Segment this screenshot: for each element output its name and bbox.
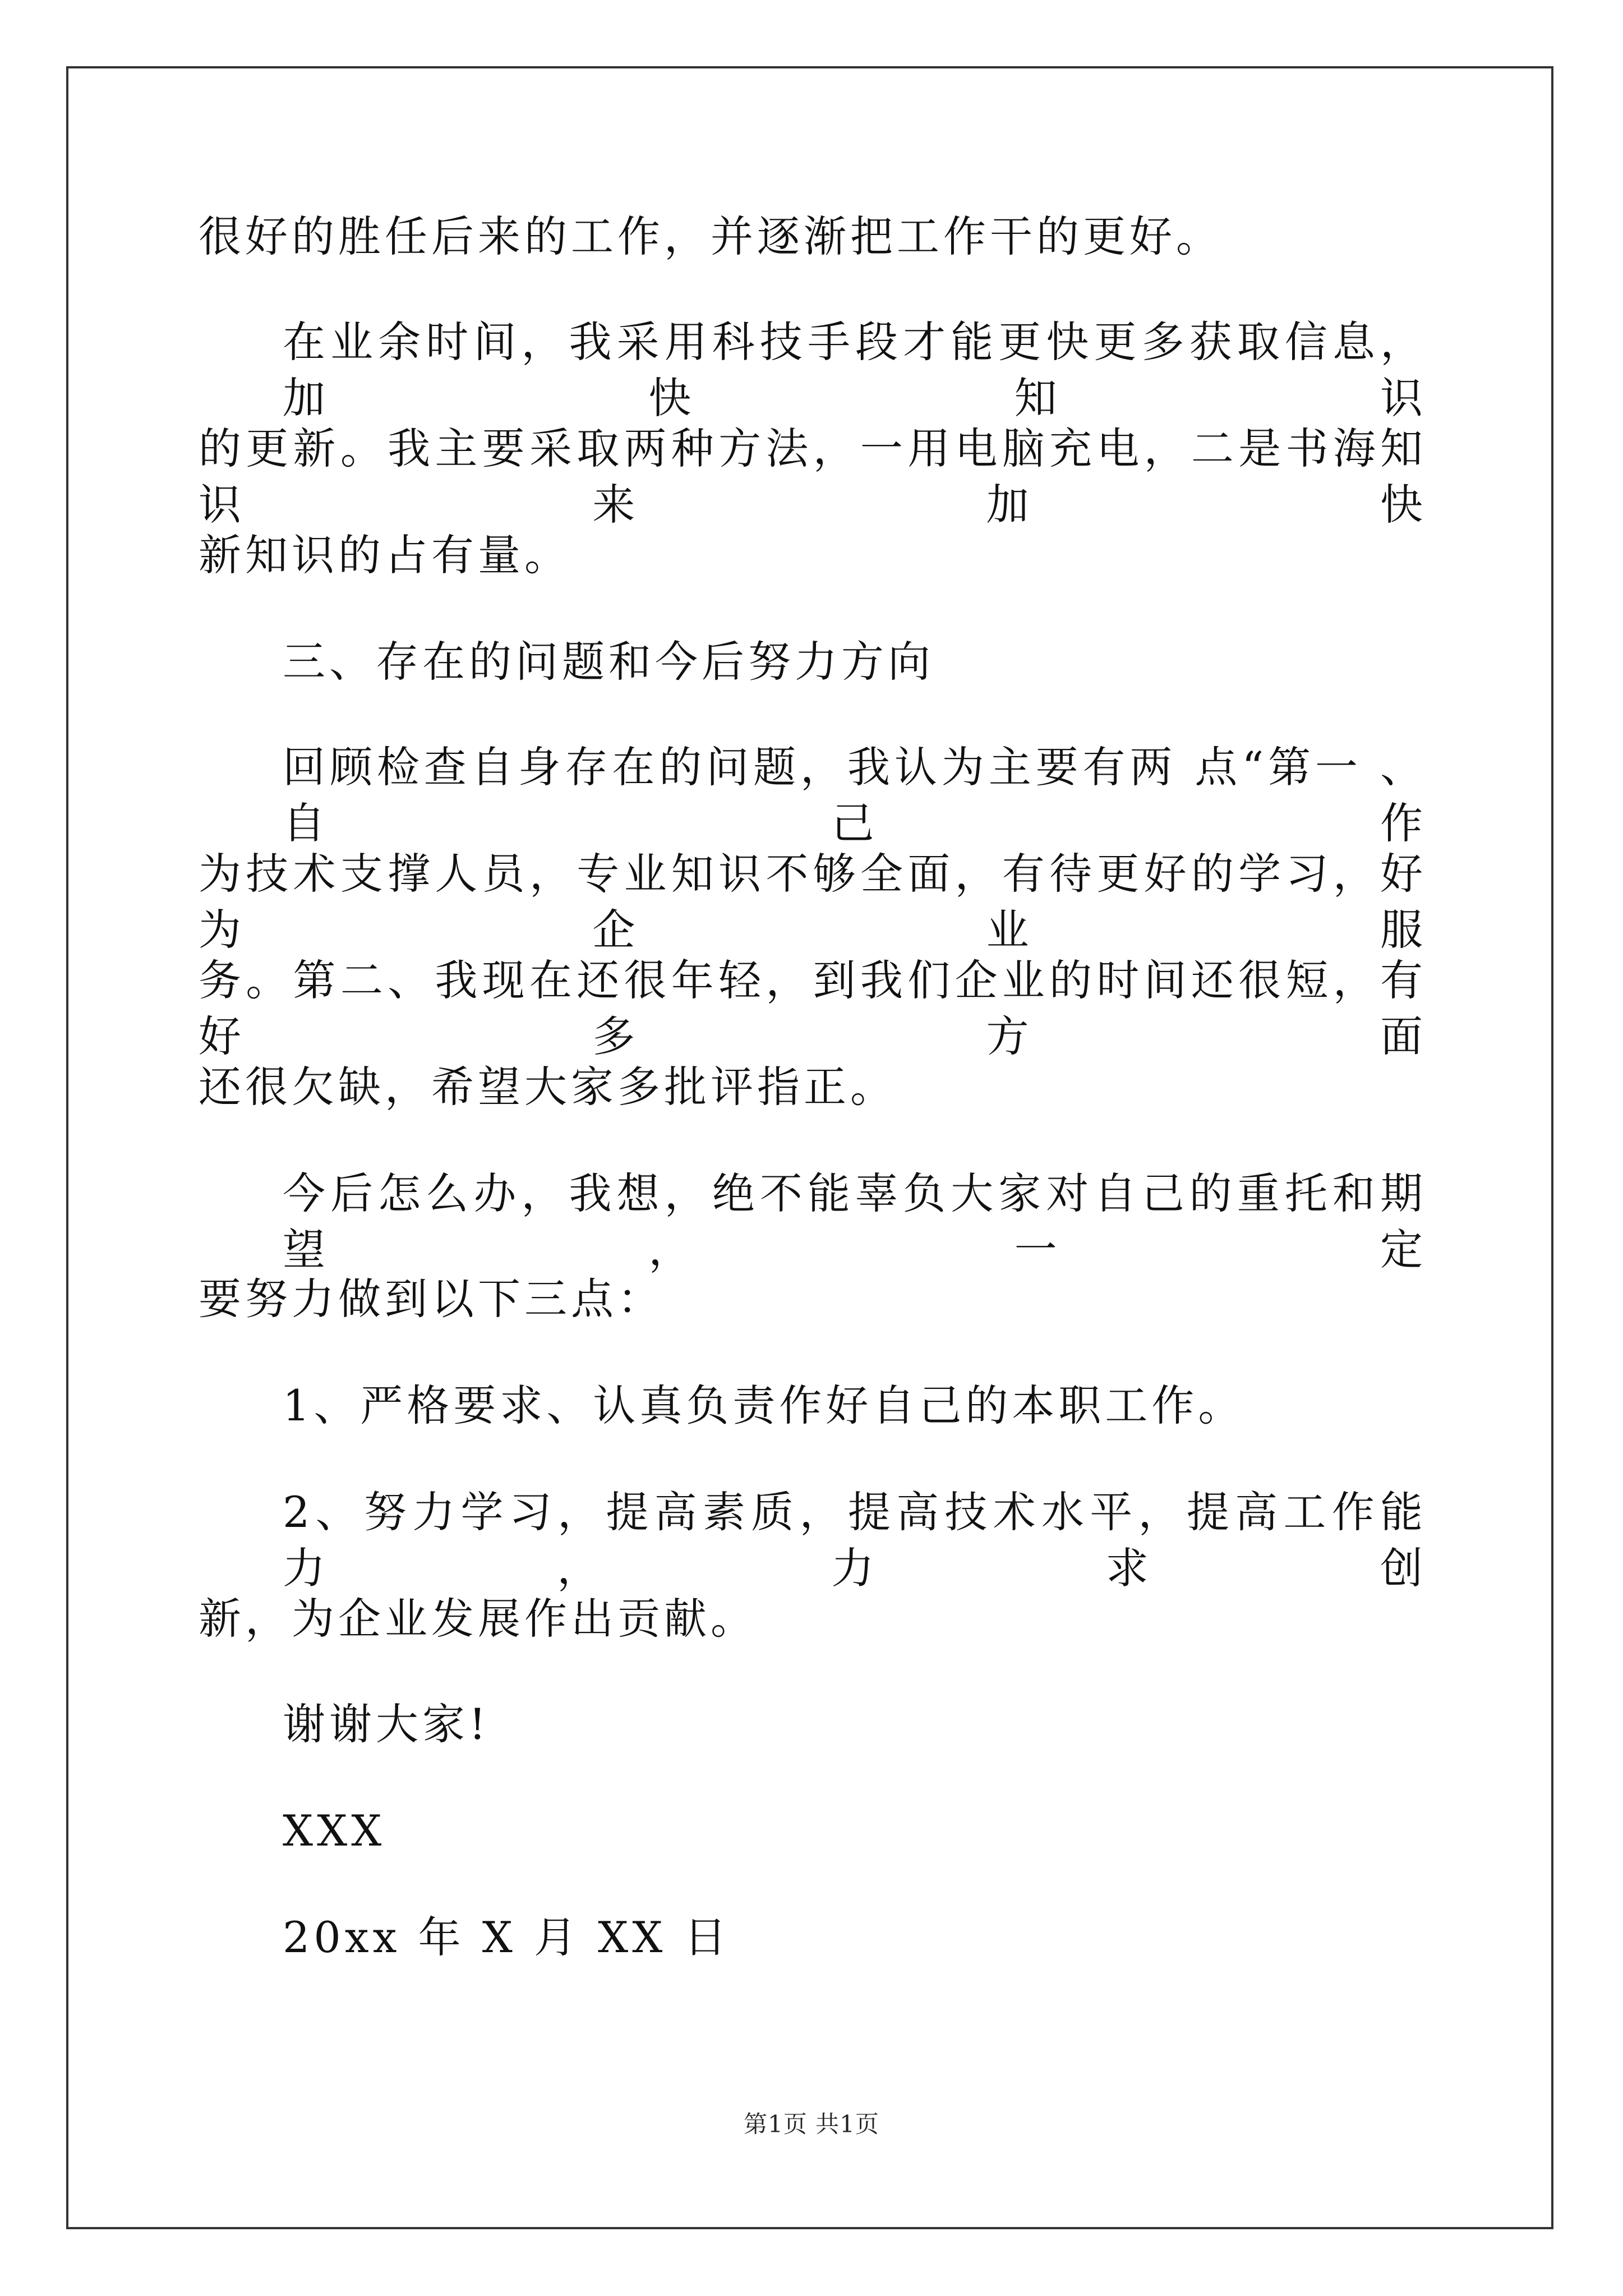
section-heading: 三、存在的问题和今后努力方向: [283, 637, 934, 687]
text-line: 要努力做到以下三点：: [199, 1274, 664, 1324]
text-line: 在业余时间，我采用科技手段才能更快更多获取信息，加快知识: [283, 317, 1427, 423]
date-line: 20xx 年 X 月 XX 日: [283, 1912, 731, 1962]
text-line: 务。第二、我现在还很年轻，到我们企业的时间还很短，有好多方面: [199, 955, 1427, 1061]
list-item: 2、努力学习，提高素质，提高技术水平，提高工作能力，力求创: [283, 1487, 1427, 1593]
text-line: 新，为企业发展作出贡献。: [199, 1594, 757, 1644]
text-line: 的更新。我主要采取两种方法，一用电脑充电，二是书海知识来加快: [199, 424, 1427, 530]
text-line: 还很欠缺，希望大家多批评指正。: [199, 1062, 897, 1112]
signature-line: XXX: [283, 1806, 386, 1856]
text-line: 回顾检查自身存在的问题，我认为主要有两 点“第一 、自己作: [283, 742, 1427, 848]
closing-line: 谢谢大家!: [283, 1699, 490, 1749]
list-item: 1、严格要求、认真负责作好自己的本职工作。: [283, 1381, 1245, 1430]
document-body: [199, 0, 1427, 2019]
text-line: 今后怎么办，我想，绝不能辜负大家对自己的重托和期望，一定: [283, 1168, 1427, 1274]
text-line: 新知识的占有量。: [199, 530, 571, 580]
text-line: 为技术支撑人员，专业知识不够全面，有待更好的学习，好为企业服: [199, 849, 1427, 955]
page-footer: 第1页 共1页: [744, 2110, 879, 2138]
text-line: 很好的胜任后来的工作，并逐渐把工作干的更好。: [199, 211, 1223, 261]
